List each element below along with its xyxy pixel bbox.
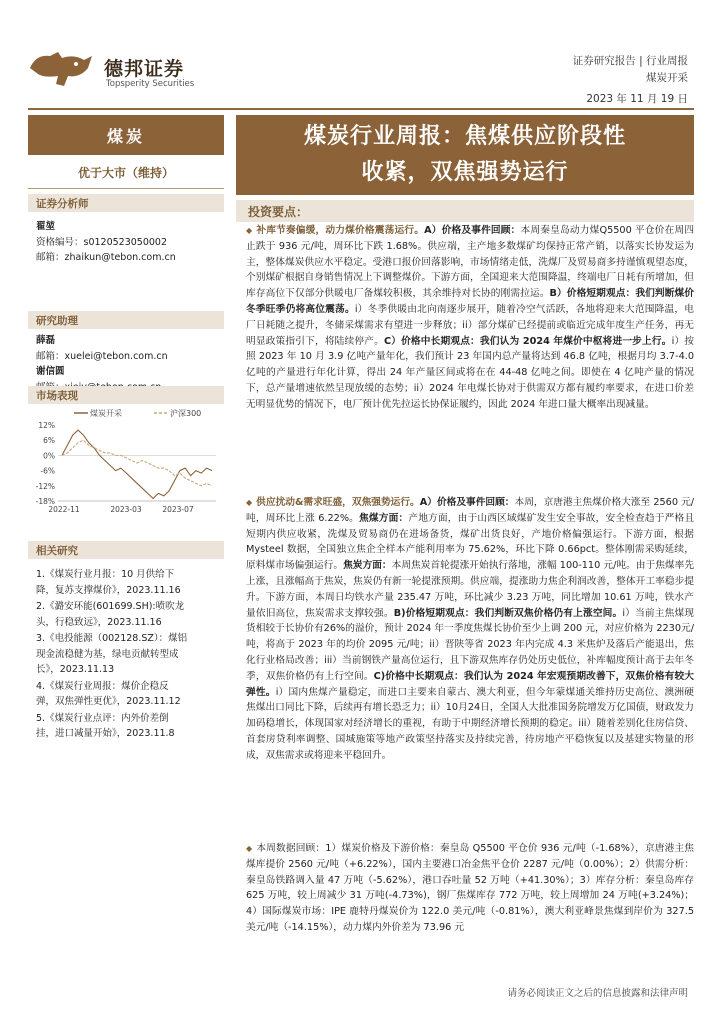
related-research-line: 4.《煤炭行业周报：煤价企稳反 [36, 680, 169, 692]
analyst-info [36, 219, 176, 266]
divider [28, 188, 224, 189]
related-research-item[interactable] [36, 599, 222, 630]
bullet-icon: ◆ [246, 498, 253, 507]
brand-name-en: Topsperity Securities [106, 79, 195, 89]
market-performance-chart [30, 405, 222, 517]
legend-label-coal: 煤炭开采 [90, 409, 122, 418]
related-research-item[interactable] [36, 567, 222, 598]
paragraph-segment: 本周，京唐港主焦煤价格大涨至 2560 元/吨，周环比上涨 6.22%。 [246, 497, 695, 524]
related-research-line: 头，行稳致远》，2023.11.16 [36, 616, 162, 628]
header-rule [28, 108, 694, 110]
sector-badge: 煤炭 [28, 115, 224, 155]
series-line-hs300 [62, 440, 212, 486]
y-tick-label: -6% [40, 466, 55, 476]
analyst-email[interactable]: 邮箱：zhaikun@tebon.com.cn [36, 252, 176, 263]
related-research-item[interactable] [36, 679, 222, 710]
paragraph-segment: 补库节奏偏缓，动力煤价格震荡运行。 [256, 225, 425, 236]
related-research-line: 5.《煤炭行业点评：内外价差倒 [36, 712, 169, 724]
rating-label: 优于大市（维持） [77, 166, 174, 180]
report-type-block [573, 53, 688, 87]
related-research-item[interactable] [36, 711, 222, 742]
related-research-list [36, 567, 222, 743]
paragraph-coal-price [246, 223, 694, 413]
related-section-title: 相关研究 [36, 545, 78, 557]
brand-name-cn: 德邦证券 [104, 58, 185, 80]
paragraph-segment: B）价格短期观点：我们判断煤价冬季旺季仍将高位震荡。 [246, 288, 694, 315]
x-tick-label: 2023-07 [162, 505, 194, 514]
paragraph-segment: B)价格短期观点：我们判断双焦价格仍有上涨空间。 [393, 607, 623, 619]
paragraph-segment: 焦煤方面： [359, 512, 409, 524]
y-tick-label: 6% [43, 436, 55, 446]
y-tick-label: -12% [35, 481, 55, 491]
report-date: 2023 年 11 月 19 日 [586, 93, 688, 105]
paragraph-segment: 焦炭方面： [343, 560, 392, 572]
paragraph-segment: i）国内焦煤产量稳定，而进口主要来自蒙古、澳大利亚，但今年蒙煤通关维持历史高位、澳洲硬焦煤出口同比下降，后续再有增长恐乏力；ii）10月24日，全国人大批准国务院增发万亿国债，财政发力加码稳增长，体现国家对经济增长的重视，有助于中期经济增长预期的稳定。iii）随着差别化住房信贷、首套房贷利率调整、国城施策等地产政策坚持落实及持续完善，待房地产平稳恢复以及基建实物量的形成，双焦需求或将迎来平稳回升。 [246, 686, 694, 761]
paragraph-weekly-data [246, 841, 694, 936]
assistant1-email[interactable]: 邮箱：xuelei@tebon.com.cn [36, 350, 168, 362]
related-research-item[interactable] [36, 631, 222, 678]
paragraph-segment: 供应扰动&需求旺盛，双焦强势运行。 [256, 497, 420, 508]
assistant-section-title: 研究助理 [36, 315, 78, 327]
paragraph-segment: 本周秦皇岛动力煤Q5500 平仓价在周四止跌于 936 元/吨，周环比下跌 1.68%。供应端，主产地多数煤矿均保持正常产销，以落实长协发运为主，整体煤炭供应水平稳定。受港口报价回落影响，市场情绪走低，洗煤厂及贸易商多持谨慎观望态度，个别煤矿根据自身销售情况上下调整煤价。下游方面，全国迎来大范围降温，终端电厂日耗有所增加，但库存高位下仅部分供暖电厂备煤较积极，其余维持对长协的刚需拉运。 [246, 225, 695, 300]
y-tick-label: 0% [43, 451, 55, 461]
series-line-coal [62, 430, 212, 498]
report-type: 证券研究报告 | 行业周报 [572, 55, 688, 67]
paragraph-segment: A）价格及事件回顾： [419, 497, 515, 508]
bull-logo-icon [28, 48, 94, 88]
paragraph-segment: C）价格中长期观点：我们认为 2024 年煤价中枢将进一步上行。 [383, 335, 672, 347]
related-research-line: 1.《煤炭行业月报：10 月供给下 [36, 569, 175, 580]
paragraph-segment: i）当前主焦煤现货相较于长协价有26%的溢价，预计 2024 年一季度焦煤长协价至少上调 200 元，对应价格为 2230元/吨，将高于 2023 年的均价 2095 元/吨；ii）晋陕等省 2023 年内完成 4.3 米焦炉及落后产能退出，焦化行业格局改善；iii）当前钢铁产量高位运行，且下游双焦库存仍处历史低位，补库幅度预计高于去年冬季，双焦价格仍有上行空间。 [246, 607, 695, 682]
assistant1-name: 薛磊 [36, 335, 56, 346]
paragraph-segment: 产地方面，由于山西区域煤矿发生安全事故，安全检查趋于严格且短期内供应收紧，洗煤及贸易商仍在进场备货，煤矿出货良好，产地价格偏强运行。下游方面，根据 Mysteel 数据，全国独立焦企全样本产能利用率为 75.62%，环比下降 0.66pct。整体刚需采购延续，原料煤市场偏强运行。 [246, 512, 695, 572]
paragraph-segment: 本周数据回顾：1）煤炭价格及下游价格：秦皇岛 Q5500 平仓价 936 元/吨（-1.68%），京唐港主焦煤库提价 2560 元/吨（+6.22%），国内主要港口冶金焦平仓价 2287 元/吨（0.00%）；2）供需分析：秦皇岛铁路调入量 47 万吨（-5.62%），港口吞吐量 52 万吨（+41.30%）；3）库存分析：秦皇岛库存 625 万吨，较上周减少 31 万吨(-4.73%)，钢厂焦煤库存 772 万吨，较上周增加 24 万吨(+3.24%)；4）国际煤炭市场：IPE 鹿特丹煤炭价为 122.0 美元/吨（-0.81%），澳大利亚峰景焦煤到岸价为 327.5 美元/吨（-14.15%），动力煤内外价差为 73.96 元 [246, 843, 694, 933]
analyst-section-title: 证券分析师 [36, 198, 89, 210]
paragraph-coking-coal [246, 495, 694, 764]
related-research-line: 挂，进口减量开始》，2023.11.8 [36, 728, 175, 739]
analyst-name: 翟堃 [36, 221, 56, 232]
chart-legend [74, 408, 201, 418]
paragraph-segment: i）冬季供暖由北向南逐步展开，随着冷空气活跃，各地将迎来大范围降温，电厂日耗随之提升，冬储采煤需求有望进一步释放；ii）部分煤矿已经提前或临近完成年度生产任务，再无明显政策指引下，将陆续停产。 [246, 303, 694, 347]
y-tick-label: -18% [35, 497, 55, 506]
disclaimer-footer: 请务必阅读正文之后的信息披露和法律声明 [507, 988, 688, 999]
x-tick-label: 2022-11 [48, 505, 80, 514]
related-research-line: 现金流稳健为基，绿电贡献转型成 [36, 648, 179, 660]
related-research-line: 弹，双焦弹性更优》，2023.11.12 [36, 696, 181, 707]
key-points-title: 投资要点： [248, 205, 309, 219]
market-section-title: 市场表现 [36, 390, 78, 402]
related-research-line: 降，复苏支撑煤价》，2023.11.16 [36, 584, 181, 596]
y-tick-label: 12% [38, 421, 55, 430]
analyst-cert: 资格编号：s0120523050002 [36, 236, 168, 248]
related-research-line: 2.《潞安环能(601699.SH):喷吹龙 [36, 601, 185, 612]
related-research-line: 长》，2023.11.13 [36, 664, 115, 675]
report-title [236, 115, 694, 195]
legend-label-hs300: 沪深300 [170, 409, 202, 418]
paragraph-segment: A）价格及事件回顾： [424, 225, 521, 236]
paragraph-segment: C)价格中长期观点：我们认为 2024 年宏观预期改善下，双焦价格有较大弹性。 [246, 670, 694, 698]
title-line-1: 煤炭行业周报：焦煤供应阶段性 [303, 124, 626, 149]
sub-sector: 煤炭开采 [646, 72, 688, 84]
x-tick-label: 2023-03 [110, 505, 142, 514]
bullet-icon: ◆ [246, 226, 253, 235]
related-research-line: 3.《电投能源（002128.SZ）：煤铝 [36, 633, 188, 644]
bullet-icon: ◆ [246, 844, 253, 853]
title-line-2: 收紧，双焦强势运行 [361, 160, 569, 185]
paragraph-segment: 本周焦炭首轮提涨开始执行落地，涨幅 100-110 元/吨。由于焦煤率先上涨，且涨幅高于焦炭，焦炭仍有新一轮提涨预期。供应端，提涨助力焦企利润改善，整体开工率稳步提升。下游方面，本周日均铁水产量 235.47 万吨，环比减少 3.23 万吨，同比增加 10.61 万吨，铁水产量依旧高位，焦炭需求支撑较强。 [246, 560, 695, 619]
assistant2-name: 谢信圆 [36, 366, 65, 377]
paragraph-segment: i）按照 2023 年 10 月 3.9 亿吨产量年化，我们预计 23 年国内总产量将达到 46.8 亿吨，根据月均 3.7-4.0 亿吨的产量进行年化计算，得出 24 年产量区间或将在在 44-48 亿吨之间。即使在 4 亿吨产量的情况下，总产量增速依然呈现放缓的态势；ii）2024 年电煤长协对于供需双方都有履约率要求，在进口价差无明显优势的情况下，电厂预计优先拉运长协保证履约，因此 2024 年进口量大概率出现减量。 [246, 335, 694, 410]
